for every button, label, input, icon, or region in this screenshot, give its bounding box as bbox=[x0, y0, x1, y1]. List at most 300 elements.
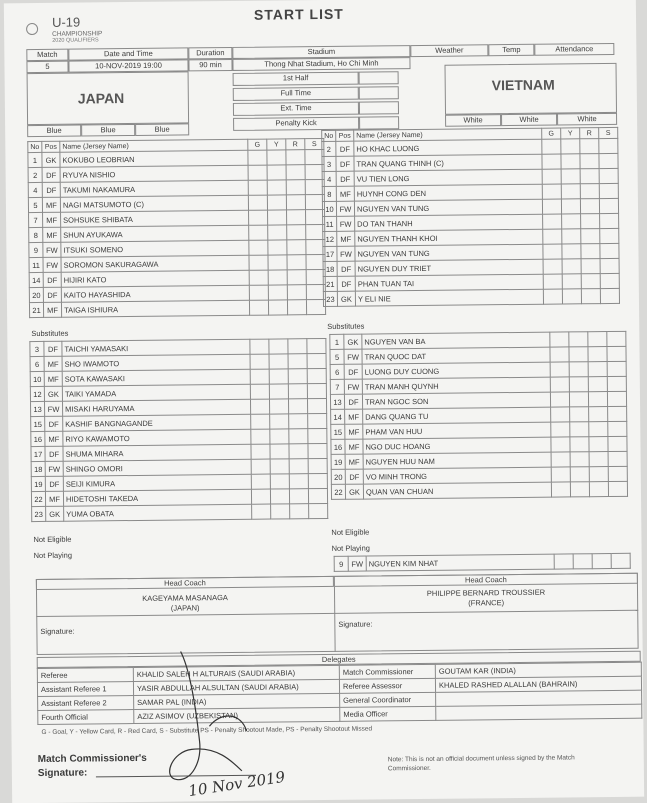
player-no: 8 bbox=[322, 186, 336, 201]
player-y-cell bbox=[268, 225, 287, 240]
player-pos: DF bbox=[45, 476, 63, 491]
player-name: KASHIF BANGNAGANDE bbox=[63, 414, 251, 431]
handwritten-date: 10 Nov 2019 bbox=[187, 767, 287, 801]
player-y-cell bbox=[268, 300, 287, 315]
column-header-r: R bbox=[286, 139, 305, 150]
player-name: KOKUBO LEOBRIAN bbox=[60, 150, 248, 167]
player-no: 17 bbox=[323, 246, 337, 261]
player-r-cell bbox=[581, 229, 600, 244]
home-coach-country: (JAPAN) bbox=[170, 603, 200, 613]
player-r-cell bbox=[289, 444, 308, 459]
delegate-name2 bbox=[436, 704, 642, 720]
player-pos: DF bbox=[344, 394, 362, 409]
period-ext-time-home bbox=[359, 101, 399, 114]
player-no: 5 bbox=[330, 349, 344, 364]
player-r-cell bbox=[286, 180, 305, 195]
player-pos: MF bbox=[43, 302, 61, 317]
player-no: 2 bbox=[28, 167, 42, 182]
player-no: 9 bbox=[334, 556, 348, 571]
player-r-cell bbox=[580, 169, 599, 184]
player-pos: FW bbox=[43, 257, 61, 272]
player-y-cell bbox=[561, 139, 580, 154]
player-r-cell bbox=[581, 214, 600, 229]
player-name: RIYO KAWAMOTO bbox=[63, 429, 251, 446]
player-y-cell bbox=[270, 474, 289, 489]
logo-line1: U-19 bbox=[51, 14, 81, 30]
player-s-cell bbox=[600, 228, 619, 243]
player-y-cell bbox=[269, 384, 288, 399]
player-pos: GK bbox=[344, 334, 362, 349]
player-name: HIJIRI KATO bbox=[61, 270, 249, 287]
player-s-cell bbox=[608, 451, 627, 466]
delegate-name: YASIR ABDULLAH ALSULTAN (SAUDI ARABIA) bbox=[133, 679, 339, 695]
player-name: NAGI MATSUMOTO (C) bbox=[60, 195, 248, 212]
player-pos: MF bbox=[337, 231, 355, 246]
player-name: YUMA OBATA bbox=[64, 504, 252, 521]
player-y-cell bbox=[269, 369, 288, 384]
player-s-cell bbox=[608, 421, 627, 436]
player-s-cell bbox=[308, 458, 327, 473]
player-r-cell bbox=[580, 154, 599, 169]
player-y-cell bbox=[570, 422, 589, 437]
player-g-cell bbox=[551, 452, 570, 467]
column-header-name: Name (Jersey Name) bbox=[354, 128, 542, 141]
delegate-name: AZIZ ASIMOV (UZBEKISTAN) bbox=[134, 707, 340, 723]
period-full-time: Full Time bbox=[233, 87, 359, 101]
player-pos: MF bbox=[42, 197, 60, 212]
player-s-cell bbox=[307, 398, 326, 413]
home-coach-label: Head Coach bbox=[36, 576, 334, 590]
player-y-cell bbox=[569, 332, 588, 347]
player-no: 12 bbox=[323, 231, 337, 246]
player-s-cell bbox=[608, 436, 627, 451]
delegate-role2: Media Officer bbox=[340, 706, 436, 721]
player-pos: MF bbox=[43, 212, 61, 227]
away-subs-label: Substitutes bbox=[327, 321, 365, 331]
away-coach-label: Head Coach bbox=[334, 573, 638, 587]
player-r-cell bbox=[288, 399, 307, 414]
column-header-y: Y bbox=[561, 128, 580, 139]
player-no: 4 bbox=[28, 182, 42, 197]
away-color-1: White bbox=[445, 114, 501, 127]
player-pos: FW bbox=[43, 242, 61, 257]
player-no: 3 bbox=[30, 341, 44, 356]
player-y-cell bbox=[270, 414, 289, 429]
player-r-cell bbox=[581, 259, 600, 274]
player-s-cell bbox=[599, 198, 618, 213]
player-r-cell bbox=[588, 377, 607, 392]
player-s-cell bbox=[308, 428, 327, 443]
player-name: PHAM VAN HUU bbox=[363, 422, 551, 439]
player-r-cell bbox=[288, 384, 307, 399]
player-r-cell bbox=[287, 210, 306, 225]
column-header-no: No bbox=[322, 130, 336, 141]
player-row bbox=[331, 481, 627, 499]
player-no: 17 bbox=[31, 446, 45, 461]
player-pos: MF bbox=[44, 356, 62, 371]
player-g-cell bbox=[249, 225, 268, 240]
match-header: Match bbox=[26, 49, 68, 61]
player-no: 1 bbox=[330, 334, 344, 349]
player-name: TRAN NGOC SON bbox=[362, 392, 550, 409]
player-name: SHUMA MIHARA bbox=[63, 444, 251, 461]
player-name: TAICHI YAMASAKI bbox=[62, 339, 250, 356]
player-name: TRAN QUANG THINH (C) bbox=[354, 154, 542, 171]
match-duration: 90 min bbox=[188, 59, 232, 71]
player-r-cell bbox=[588, 332, 607, 347]
player-g-cell bbox=[250, 384, 269, 399]
player-g-cell bbox=[252, 504, 271, 519]
player-g-cell bbox=[550, 347, 569, 362]
player-g-cell bbox=[251, 414, 270, 429]
player-r-cell bbox=[287, 255, 306, 270]
player-name: SOROMON SAKURAGAWA bbox=[61, 255, 249, 272]
player-y-cell bbox=[562, 214, 581, 229]
start-list-sheet bbox=[4, 0, 644, 803]
player-r-cell bbox=[287, 270, 306, 285]
player-no: 16 bbox=[331, 439, 345, 454]
player-no: 14 bbox=[29, 272, 43, 287]
delegate-name2: GOUTAM KAR (INDIA) bbox=[435, 662, 641, 678]
player-name: HIDETOSHI TAKEDA bbox=[63, 489, 251, 506]
player-name: SOHSUKE SHIBATA bbox=[61, 210, 249, 227]
column-header-s: S bbox=[305, 138, 324, 149]
player-pos: MF bbox=[43, 227, 61, 242]
player-s-cell bbox=[600, 243, 619, 258]
match-date-time: 10-NOV-2019 19:00 bbox=[68, 59, 188, 72]
delegate-name: SAMAR PAL (INDIA) bbox=[134, 693, 340, 709]
player-y-cell bbox=[267, 165, 286, 180]
player-no: 5 bbox=[28, 197, 42, 212]
player-y-cell bbox=[569, 392, 588, 407]
player-pos: DF bbox=[336, 141, 354, 156]
player-name: DO TAN THANH bbox=[355, 214, 543, 231]
player-y-cell bbox=[270, 459, 289, 474]
player-pos: GK bbox=[42, 152, 60, 167]
player-g-cell bbox=[542, 199, 561, 214]
player-y-cell bbox=[561, 199, 580, 214]
player-no: 19 bbox=[31, 476, 45, 491]
player-row bbox=[32, 503, 328, 521]
player-r-cell bbox=[287, 300, 306, 315]
player-g-cell bbox=[251, 444, 270, 459]
player-no: 18 bbox=[323, 261, 337, 276]
player-pos: FW bbox=[344, 349, 362, 364]
footer-note: Note: This is not an official document unless signed by the Match Commissioner. bbox=[387, 754, 575, 773]
player-r-cell bbox=[581, 274, 600, 289]
player-name: SEIJI KIMURA bbox=[63, 474, 251, 491]
away-not-eligible: Not Eligible bbox=[331, 527, 370, 537]
player-no: 15 bbox=[31, 416, 45, 431]
player-pos: DF bbox=[337, 276, 355, 291]
player-y-cell bbox=[562, 289, 581, 304]
column-header-g: G bbox=[248, 139, 267, 150]
player-r-cell bbox=[580, 139, 599, 154]
player-r-cell bbox=[588, 392, 607, 407]
player-pos: DF bbox=[45, 446, 63, 461]
player-y-cell bbox=[562, 274, 581, 289]
player-g-cell bbox=[249, 285, 268, 300]
player-name: QUAN VAN CHUAN bbox=[363, 482, 551, 499]
player-name: SHINGO OMORI bbox=[63, 459, 251, 476]
player-r-cell bbox=[589, 422, 608, 437]
player-no: 9 bbox=[29, 242, 43, 257]
column-header-y: Y bbox=[267, 139, 286, 150]
page-title: START LIST bbox=[253, 5, 344, 23]
player-g-cell bbox=[542, 184, 561, 199]
away-coach-signature-label: Signature: bbox=[338, 619, 373, 629]
player-r-cell bbox=[288, 339, 307, 354]
away-team-box bbox=[444, 63, 617, 115]
player-name: Y ELI NIE bbox=[355, 289, 543, 306]
player-name: NGUYEN DUY TRIET bbox=[355, 259, 543, 276]
player-y-cell bbox=[270, 429, 289, 444]
column-header-no: No bbox=[28, 141, 42, 152]
player-y-cell bbox=[561, 184, 580, 199]
player-r-cell bbox=[287, 285, 306, 300]
player-r-cell bbox=[289, 474, 308, 489]
player-r-cell bbox=[288, 369, 307, 384]
player-g-cell bbox=[249, 255, 268, 270]
player-pos: DF bbox=[336, 156, 354, 171]
home-color-1: Blue bbox=[27, 125, 81, 138]
player-r-cell bbox=[289, 414, 308, 429]
player-no: 14 bbox=[331, 409, 345, 424]
player-pos: GK bbox=[337, 291, 355, 306]
player-r-cell bbox=[286, 150, 305, 165]
player-s-cell bbox=[607, 361, 626, 376]
player-g-cell bbox=[251, 489, 270, 504]
match-number: 5 bbox=[26, 61, 68, 73]
column-header-s: S bbox=[599, 127, 618, 138]
player-s-cell bbox=[600, 213, 619, 228]
player-pos: DF bbox=[44, 341, 62, 356]
player-y-cell bbox=[267, 150, 286, 165]
player-pos: FW bbox=[44, 401, 62, 416]
delegate-name: KHALID SALEH H ALTURAIS (SAUDI ARABIA) bbox=[133, 665, 339, 681]
player-name: DANG QUANG TU bbox=[363, 407, 551, 424]
player-r-cell bbox=[592, 554, 611, 569]
player-s-cell bbox=[307, 383, 326, 398]
player-g-cell bbox=[251, 474, 270, 489]
away-coach-name: PHILIPPE BERNARD TROUSSIER bbox=[426, 587, 546, 598]
player-s-cell bbox=[607, 331, 626, 346]
logo-line2: CHAMPIONSHIP bbox=[52, 30, 103, 38]
player-no: 10 bbox=[322, 201, 336, 216]
player-name: TAKUMI NAKAMURA bbox=[60, 180, 248, 197]
player-name: HO KHAC LUONG bbox=[354, 139, 542, 156]
player-g-cell bbox=[250, 339, 269, 354]
player-pos: DF bbox=[337, 261, 355, 276]
player-g-cell bbox=[551, 422, 570, 437]
player-pos: GK bbox=[46, 506, 64, 521]
competition-logo bbox=[26, 8, 136, 45]
away-not-playing: Not Playing bbox=[331, 543, 370, 553]
player-no: 21 bbox=[323, 276, 337, 291]
player-g-cell bbox=[249, 300, 268, 315]
player-name: NGO DUC HOANG bbox=[363, 437, 551, 454]
player-row bbox=[29, 299, 325, 317]
player-no: 7 bbox=[29, 212, 43, 227]
player-no: 10 bbox=[30, 371, 44, 386]
player-no: 15 bbox=[331, 424, 345, 439]
column-header-pos: Pos bbox=[336, 130, 354, 141]
player-y-cell bbox=[561, 169, 580, 184]
player-name: TRAN QUOC DAT bbox=[362, 347, 550, 364]
player-no: 18 bbox=[31, 461, 45, 476]
player-name: KAITO HAYASHIDA bbox=[61, 285, 249, 302]
player-g-cell bbox=[248, 150, 267, 165]
player-s-cell bbox=[608, 481, 627, 496]
player-no: 19 bbox=[331, 454, 345, 469]
player-y-cell bbox=[569, 362, 588, 377]
player-name: NGUYEN THANH KHOI bbox=[355, 229, 543, 246]
player-r-cell bbox=[289, 489, 308, 504]
period-1st-half-home bbox=[359, 71, 399, 84]
player-y-cell bbox=[270, 489, 289, 504]
player-y-cell bbox=[271, 504, 290, 519]
player-y-cell bbox=[570, 467, 589, 482]
delegate-role2: General Coordinator bbox=[340, 692, 436, 707]
player-no: 2 bbox=[322, 141, 336, 156]
away-coach-country: (FRANCE) bbox=[468, 598, 505, 608]
player-s-cell bbox=[608, 406, 627, 421]
column-header-name: Name (Jersey Name) bbox=[60, 139, 248, 152]
away-subs-table bbox=[329, 331, 628, 500]
duration-header: Duration bbox=[188, 47, 232, 59]
player-no: 6 bbox=[30, 356, 44, 371]
player-name: NGUYEN HUU NAM bbox=[363, 452, 551, 469]
player-s-cell bbox=[600, 288, 619, 303]
player-name: HUYNH CONG DEN bbox=[354, 184, 542, 201]
logo-ball-icon bbox=[26, 23, 38, 35]
player-g-cell bbox=[248, 195, 267, 210]
player-g-cell bbox=[249, 240, 268, 255]
player-name: SOTA KAWASAKI bbox=[62, 369, 250, 386]
player-no: 23 bbox=[323, 291, 337, 306]
player-s-cell bbox=[607, 376, 626, 391]
player-g-cell bbox=[543, 259, 562, 274]
logo-line3: 2020 QUALIFIERS bbox=[52, 37, 99, 44]
player-no: 13 bbox=[31, 401, 45, 416]
player-g-cell bbox=[542, 169, 561, 184]
date-time-header: Date and Time bbox=[68, 47, 188, 60]
player-no: 22 bbox=[331, 484, 345, 499]
player-s-cell bbox=[600, 273, 619, 288]
player-y-cell bbox=[267, 195, 286, 210]
player-g-cell bbox=[543, 214, 562, 229]
player-y-cell bbox=[267, 180, 286, 195]
player-pos: FW bbox=[337, 216, 355, 231]
player-g-cell bbox=[551, 407, 570, 422]
player-r-cell bbox=[589, 452, 608, 467]
player-g-cell bbox=[550, 377, 569, 392]
commissioner-signature-label: Match Commissioner's Signature: bbox=[37, 752, 147, 780]
player-pos: DF bbox=[43, 287, 61, 302]
player-r-cell bbox=[589, 437, 608, 452]
player-pos: MF bbox=[345, 439, 363, 454]
player-s-cell bbox=[308, 473, 327, 488]
player-s-cell bbox=[600, 258, 619, 273]
match-stadium: Thong Nhat Stadium, Ho Chi Minh bbox=[232, 57, 410, 71]
player-name: SHUN AYUKAWA bbox=[61, 225, 249, 242]
player-y-cell bbox=[562, 244, 581, 259]
home-color-2: Blue bbox=[81, 124, 135, 137]
player-g-cell bbox=[543, 229, 562, 244]
temp-header: Temp bbox=[488, 44, 534, 56]
player-pos: DF bbox=[43, 272, 61, 287]
player-s-cell bbox=[308, 488, 327, 503]
player-y-cell bbox=[570, 407, 589, 422]
player-no: 13 bbox=[330, 394, 344, 409]
player-name: NGUYEN VAN TUNG bbox=[354, 199, 542, 216]
home-not-playing: Not Playing bbox=[33, 550, 73, 561]
away-starters-table bbox=[321, 127, 620, 307]
player-y-cell bbox=[569, 377, 588, 392]
period-penalty-kick: Penalty Kick bbox=[233, 117, 359, 131]
player-g-cell bbox=[550, 332, 569, 347]
player-pos: DF bbox=[336, 171, 354, 186]
player-s-cell bbox=[599, 138, 618, 153]
period-penalty-kick-home bbox=[359, 116, 399, 129]
player-s-cell bbox=[308, 413, 327, 428]
period-ext-time: Ext. Time bbox=[233, 102, 359, 116]
player-pos: FW bbox=[348, 556, 366, 571]
home-color-3: Blue bbox=[135, 123, 189, 136]
player-no: 22 bbox=[31, 491, 45, 506]
player-no: 20 bbox=[29, 287, 43, 302]
player-pos: MF bbox=[345, 409, 363, 424]
stadium-header: Stadium bbox=[232, 45, 410, 59]
player-name: NGUYEN VAN BA bbox=[362, 332, 550, 349]
delegate-role2: Referee Assessor bbox=[339, 678, 435, 693]
period-full-time-home bbox=[359, 86, 399, 99]
player-r-cell bbox=[580, 184, 599, 199]
player-pos: DF bbox=[42, 167, 60, 182]
player-y-cell bbox=[268, 285, 287, 300]
home-coach-signature-label: Signature: bbox=[40, 626, 75, 636]
player-g-cell bbox=[249, 210, 268, 225]
player-g-cell bbox=[543, 244, 562, 259]
player-no: 16 bbox=[31, 431, 45, 446]
player-y-cell bbox=[269, 399, 288, 414]
player-s-cell bbox=[308, 443, 327, 458]
player-name: NGUYEN VAN TUNG bbox=[355, 244, 543, 261]
player-y-cell bbox=[268, 270, 287, 285]
player-name: MISAKI HARUYAMA bbox=[62, 399, 250, 416]
player-no: 23 bbox=[32, 506, 46, 521]
player-y-cell bbox=[570, 437, 589, 452]
player-g-cell bbox=[250, 399, 269, 414]
player-g-cell bbox=[550, 392, 569, 407]
player-pos: MF bbox=[44, 371, 62, 386]
player-name: NGUYEN KIM NHAT bbox=[366, 554, 554, 571]
player-pos: FW bbox=[336, 201, 354, 216]
legend-text: G - Goal, Y - Yellow Card, R - Red Card, S - Substitute PS - Penalty Shootout Made, PS - Penalty Shootout Missed bbox=[41, 725, 373, 736]
player-no: 11 bbox=[323, 216, 337, 231]
player-name: TAIKI YAMADA bbox=[62, 384, 250, 401]
player-g-cell bbox=[550, 362, 569, 377]
delegate-role: Referee bbox=[37, 668, 133, 683]
player-g-cell bbox=[250, 369, 269, 384]
player-s-cell bbox=[607, 391, 626, 406]
player-pos: FW bbox=[344, 379, 362, 394]
player-pos: DF bbox=[42, 182, 60, 197]
player-pos: GK bbox=[345, 484, 363, 499]
player-r-cell bbox=[580, 199, 599, 214]
player-r-cell bbox=[289, 429, 308, 444]
player-pos: GK bbox=[44, 386, 62, 401]
